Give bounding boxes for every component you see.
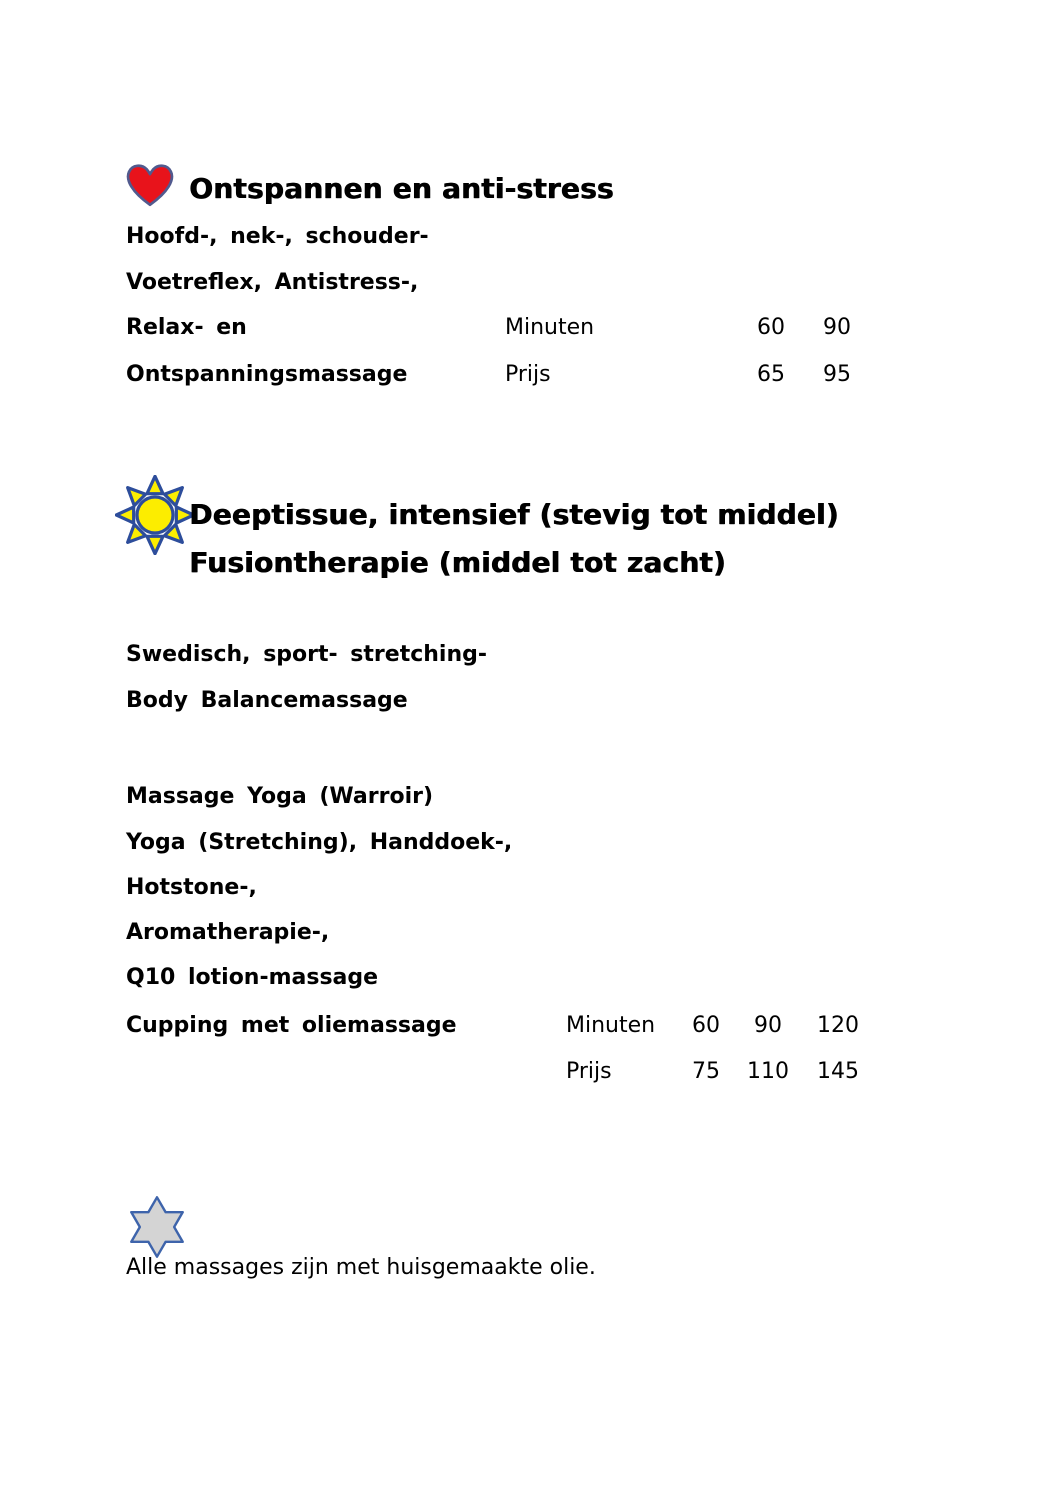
row-value: 120 xyxy=(817,1013,859,1038)
row-value: 60 xyxy=(692,1013,720,1038)
deep-table-row-minuten xyxy=(0,1003,1058,1049)
deep-item-line-4: Yoga (Stretching), Handdoek-, xyxy=(126,830,513,855)
deep-item-line-5: Hotstone-, xyxy=(126,875,257,900)
row-value: 90 xyxy=(823,315,851,340)
deeptissue-title-line2: Fusiontherapie (middel tot zacht) xyxy=(189,546,726,579)
sun-ray xyxy=(147,536,163,553)
row-label: Ontspanningsmassage xyxy=(126,362,408,387)
row-value: 60 xyxy=(757,315,785,340)
relax-section-title: Ontspannen en anti-stress xyxy=(189,172,614,205)
row-header: Minuten xyxy=(505,315,595,340)
row-value: 75 xyxy=(692,1059,720,1084)
relax-item-line-1: Hoofd-, nek-, schouder- xyxy=(126,224,429,249)
deep-item-line-3: Massage Yoga (Warroir) xyxy=(126,784,434,809)
row-value: 90 xyxy=(754,1013,782,1038)
sun-center xyxy=(137,497,173,533)
deep-item-line-7: Q10 lotion-massage xyxy=(126,965,379,990)
row-header: Prijs xyxy=(566,1059,612,1084)
sun-stroke-group xyxy=(116,476,193,553)
row-label: Relax- en xyxy=(126,315,247,340)
relax-table-row-minuten xyxy=(0,305,1058,351)
row-header: Minuten xyxy=(566,1013,656,1038)
row-value: 145 xyxy=(817,1059,859,1084)
sun-icon xyxy=(115,475,195,555)
sun-fill-group xyxy=(116,476,193,553)
row-value: 110 xyxy=(747,1059,789,1084)
deep-item-line-1: Swedisch, sport- stretching- xyxy=(126,642,487,667)
row-value: 65 xyxy=(757,362,785,387)
heart-shape xyxy=(128,166,172,205)
deep-item-line-2: Body Balancemassage xyxy=(126,688,408,713)
sun-ray xyxy=(147,476,163,493)
deep-item-line-6: Aromatherapie-, xyxy=(126,920,330,945)
row-value: 95 xyxy=(823,362,851,387)
relax-table-row-prijs xyxy=(0,352,1058,398)
relax-item-line-2: Voetreflex, Antistress-, xyxy=(126,270,419,295)
footer-note: Alle massages zijn met huisgemaakte olie. xyxy=(126,1255,596,1280)
row-header: Prijs xyxy=(505,362,551,387)
deeptissue-title-line1: Deeptissue, intensief (stevig tot middel) xyxy=(189,498,839,531)
heart-icon xyxy=(124,160,176,208)
heart-stroke-group xyxy=(128,166,172,205)
deep-table-row-prijs xyxy=(0,1049,1058,1095)
heart-fill-group xyxy=(128,166,172,205)
sun-ray xyxy=(116,507,133,523)
row-label: Cupping met oliemassage xyxy=(126,1013,457,1038)
